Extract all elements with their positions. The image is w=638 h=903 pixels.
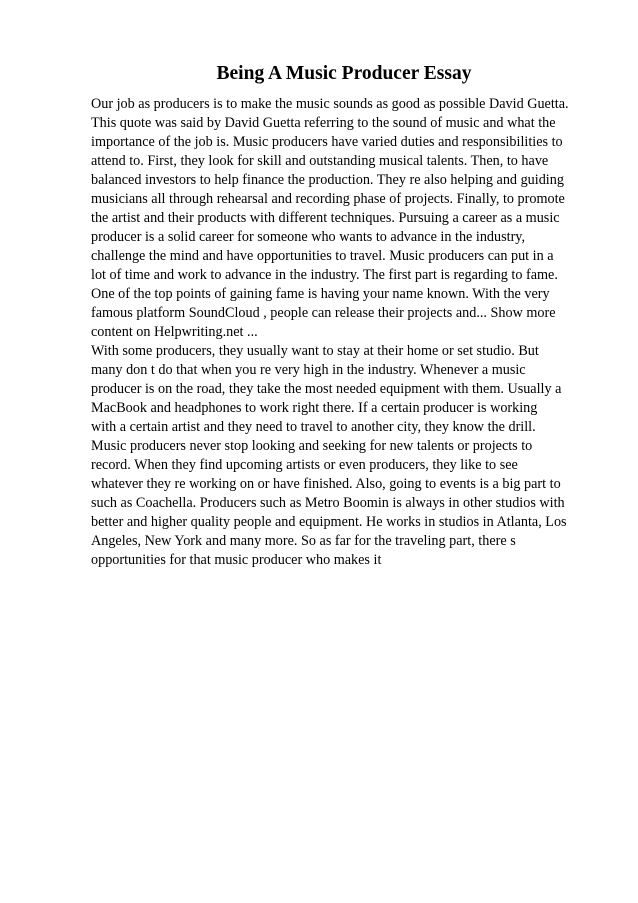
text-line: With some producers, they usually want to stay at their home or set studio. But bbox=[91, 343, 539, 359]
text-line: record. When they find upcoming artists or even producers, they like to see bbox=[91, 457, 518, 473]
text-line: many don t do that when you re very high in the industry. Whenever a music bbox=[91, 362, 526, 378]
document-title: Being A Music Producer Essay bbox=[216, 63, 472, 84]
text-line: whatever they re working on or have finished. Also, going to events is a big part to bbox=[91, 476, 561, 492]
text-line: producer is a solid career for someone who wants to advance in the industry, bbox=[91, 229, 526, 245]
text-line: Our job as producers is to make the music sounds as good as possible David Guetta. bbox=[91, 96, 569, 112]
text-line: MacBook and headphones to work right there. If a certain producer is working bbox=[91, 400, 538, 416]
text-line: famous platform SoundCloud , people can release their projects and... Show more bbox=[91, 305, 556, 321]
text-line: musicians all through rehearsal and recording phase of projects. Finally, to promote bbox=[91, 191, 565, 207]
text-line: One of the top points of gaining fame is having your name known. With the very bbox=[91, 286, 550, 302]
text-line: such as Coachella. Producers such as Metro Boomin is always in other studios with bbox=[91, 495, 565, 511]
text-line: challenge the mind and have opportunities to travel. Music producers can put in a bbox=[91, 248, 554, 264]
text-line: opportunities for that music producer who makes it bbox=[91, 552, 382, 568]
text-line: importance of the job is. Music producers have varied duties and responsibilities to bbox=[91, 134, 563, 150]
text-line: content on Helpwriting.net ... bbox=[91, 324, 258, 340]
text-line: balanced investors to help finance the production. They re also helping and guiding bbox=[91, 172, 564, 188]
text-line: Music producers never stop looking and seeking for new talents or projects to bbox=[91, 438, 533, 454]
text-line: lot of time and work to advance in the industry. The first part is regarding to fame. bbox=[91, 267, 558, 283]
text-line: This quote was said by David Guetta referring to the sound of music and what the bbox=[91, 115, 556, 131]
text-line: better and higher quality people and equipment. He works in studios in Atlanta, Los bbox=[91, 514, 567, 530]
text-line: producer is on the road, they take the most needed equipment with them. Usually a bbox=[91, 381, 562, 397]
text-line: with a certain artist and they need to travel to another city, they know the drill. bbox=[91, 419, 536, 435]
text-line: attend to. First, they look for skill and outstanding musical talents. Then, to have bbox=[91, 153, 549, 169]
text-line: Angeles, New York and many more. So as far for the traveling part, there s bbox=[91, 533, 516, 549]
document-body bbox=[91, 95, 591, 570]
text-line: the artist and their products with different techniques. Pursuing a career as a music bbox=[91, 210, 560, 226]
